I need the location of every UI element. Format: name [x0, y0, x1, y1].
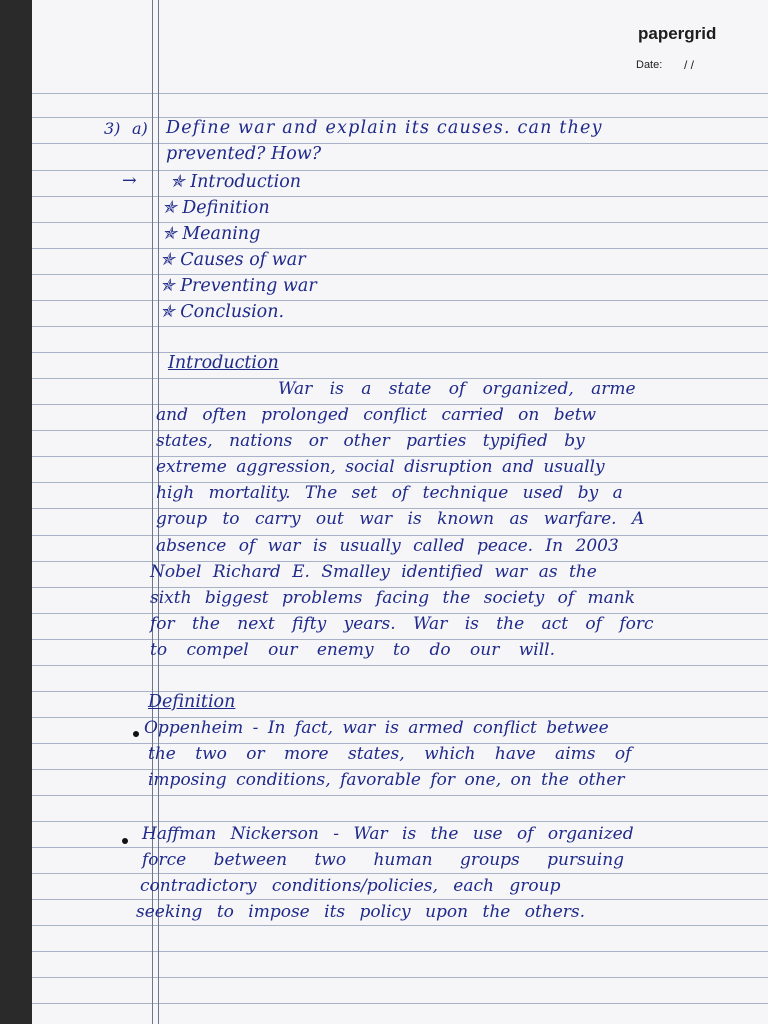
paragraph-line: high mortality. The set of technique used by a [156, 483, 623, 503]
outline-item: ✯ Preventing war [160, 276, 317, 296]
question-line: prevented? How? [166, 144, 322, 164]
ruled-line [32, 691, 768, 692]
paragraph-line: for the next fifty years. War is the act of forc [150, 614, 654, 634]
margin-line [152, 0, 153, 1024]
ruled-line [32, 248, 768, 249]
paragraph-line: extreme aggression, social disruption and usually [156, 457, 605, 477]
paragraph-line: group to carry out war is known as warfare. A [156, 509, 645, 529]
ruled-line [32, 274, 768, 275]
date-label: Date: [636, 59, 663, 71]
notebook-page [32, 0, 768, 1024]
paragraph-line: to compel our enemy to do our will. [150, 640, 556, 660]
ruled-line [32, 300, 768, 301]
bullet-icon [122, 838, 128, 844]
definition-line: Haffman Nickerson - War is the use of organized [142, 824, 634, 844]
ruled-line [32, 847, 768, 848]
paragraph-line: War is a state of organized, arme [278, 379, 636, 399]
section-heading-introduction: Introduction [168, 353, 279, 373]
paragraph-line: Nobel Richard E. Smalley identified war as the [150, 562, 597, 582]
paragraph-line: and often prolonged conflict carried on betw [156, 405, 597, 425]
ruled-line [32, 873, 768, 874]
definition-line: force between two human groups pursuing [142, 850, 625, 870]
ruled-line [32, 196, 768, 197]
question-line: Define war and explain its causes. can they [166, 118, 603, 138]
question-number: 3) [104, 119, 121, 138]
definition-line: contradictory conditions/policies, each group [140, 876, 561, 896]
ruled-line [32, 352, 768, 353]
ruled-line [32, 665, 768, 666]
outline-item: ✯ Introduction [170, 172, 302, 192]
ruled-line [32, 899, 768, 900]
paragraph-line: sixth biggest problems facing the society of mank [150, 588, 636, 608]
ruled-line [32, 170, 768, 171]
definition-line: the two or more states, which have aims of [148, 744, 632, 764]
paragraph-line: states, nations or other parties typified by [156, 431, 585, 451]
date-value: / / [684, 58, 695, 72]
ruled-line [32, 1003, 768, 1004]
question-part: a) [132, 119, 148, 138]
arrow-icon: → [122, 171, 137, 191]
ruled-line [32, 821, 768, 822]
definition-line: Oppenheim - In fact, war is armed conflict betwee [144, 718, 609, 738]
ruled-line [32, 93, 768, 94]
ruled-line [32, 222, 768, 223]
ruled-line [32, 795, 768, 796]
ruled-line [32, 143, 768, 144]
ruled-line [32, 977, 768, 978]
brand-logo: papergrid [638, 24, 717, 43]
ruled-line [32, 326, 768, 327]
outline-item: ✯ Meaning [162, 224, 261, 244]
paragraph-line: absence of war is usually called peace. In 2003 [156, 536, 619, 556]
ruled-line [32, 925, 768, 926]
section-heading-definition: Definition [148, 692, 236, 712]
outline-item: ✯ Definition [162, 198, 270, 218]
outline-item: ✯ Conclusion. [160, 302, 285, 322]
ruled-line [32, 951, 768, 952]
definition-line: imposing conditions, favorable for one, on the other [148, 770, 625, 790]
definition-line: seeking to impose its policy upon the others. [136, 902, 586, 922]
bullet-icon [133, 731, 139, 737]
outline-item: ✯ Causes of war [160, 250, 306, 270]
